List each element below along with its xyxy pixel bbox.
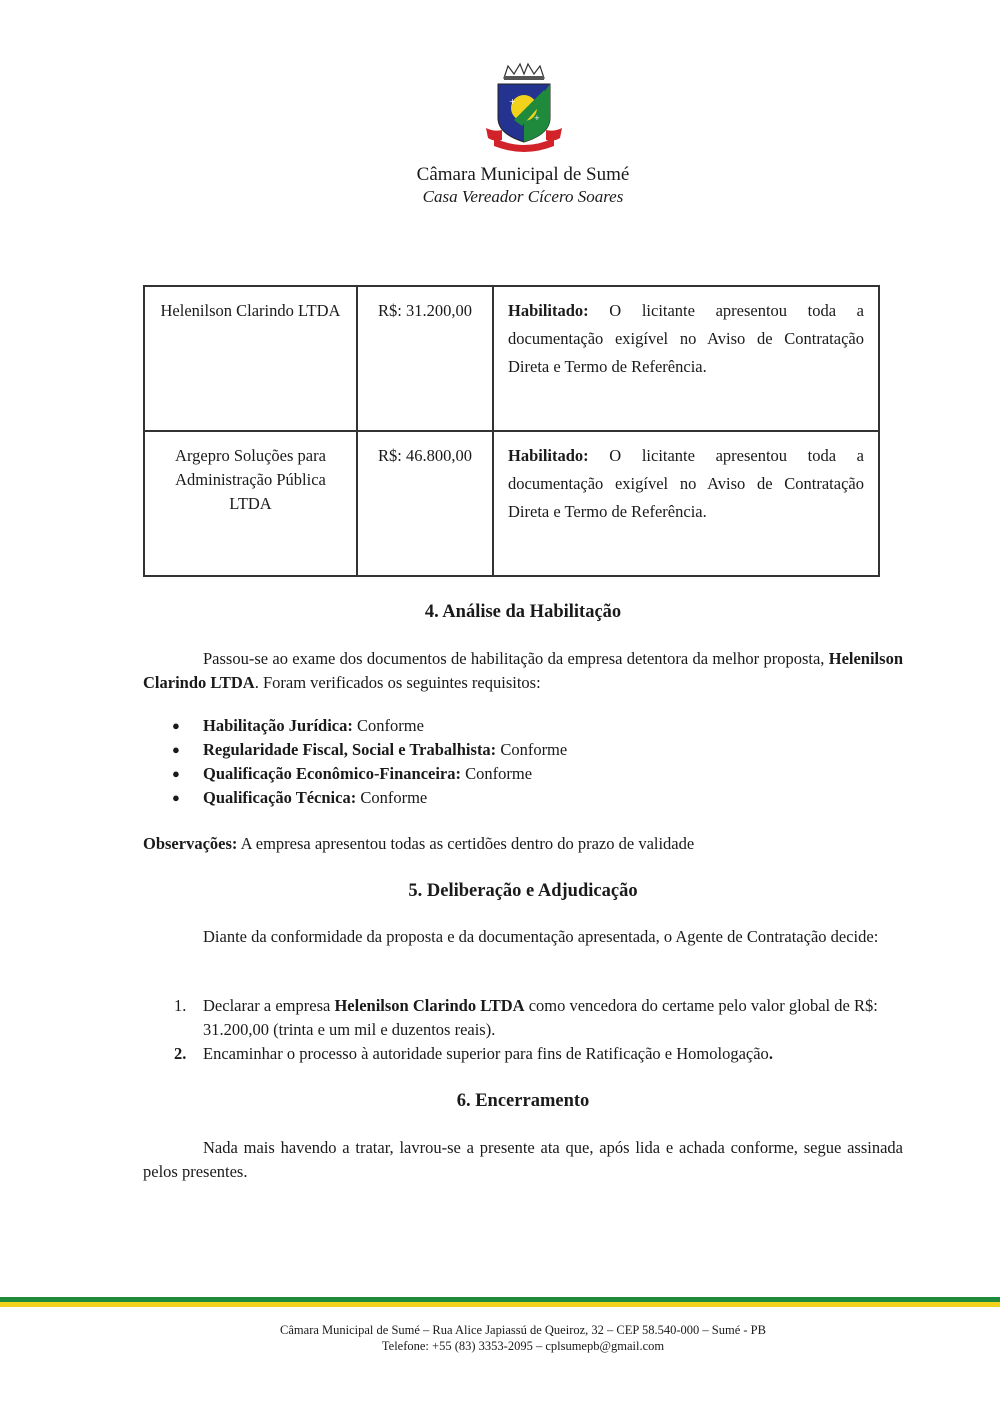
item-company: Helenilson Clarindo LTDA [334,996,525,1015]
status-label: Habilitado: [508,301,589,320]
coat-of-arms-icon [484,60,564,154]
section-5-intro: Diante da conformidade da proposta e da documentação apresentada, o Agente de Contratação decide: [203,927,879,946]
requirement-label: Regularidade Fiscal, Social e Trabalhista: [203,740,497,759]
list-item [143,738,567,762]
section-6-title: 6. Encerramento [456,1091,590,1111]
requirement-value: Conforme [465,764,533,783]
table-row [144,431,879,576]
item-number: 2. [174,1044,187,1063]
status-label: Habilitado: [508,446,589,465]
item-number: 1. [174,996,187,1015]
observations-label: Observações: [143,834,238,853]
status-cell [493,431,879,576]
list-item [143,762,567,786]
requirement-label: Qualificação Técnica: [203,788,357,807]
requirement-label: Habilitação Jurídica: [203,716,353,735]
svg-text:+: + [509,97,516,106]
company-cell: Argepro Soluções para Administração Pública LTDA [144,431,357,576]
list-item [143,1042,903,1066]
list-item [143,994,903,1042]
item-text-end: como vencedora do certame pelo valor global de R$: 31.200,00 (trinta e um mil e duzentos reais). [203,996,878,1039]
value-cell: R$: 46.800,00 [357,431,493,576]
status-cell [493,286,879,431]
intro-company: Helenilson Clarindo LTDA [143,649,903,692]
footer-address: Câmara Municipal de Sumé – Rua Alice Japiassú de Queiroz, 32 – CEP 58.540-000 – Sumé - PB [280,1323,766,1337]
item-text: Declarar a empresa [203,996,335,1015]
footer-stripe-yellow [0,1302,1000,1307]
requirement-value: Conforme [357,716,424,735]
table-row [144,286,879,431]
footer-contact: Telefone: +55 (83) 3353-2095 – cplsumepb@gmail.com [381,1339,665,1353]
section-5-title: 5. Deliberação e Adjudicação [408,881,638,901]
requirement-label: Qualificação Econômico-Financeira: [203,764,461,783]
value-cell: R$: 31.200,00 [357,286,493,431]
observations [143,832,903,856]
intro-text-end: . Foram verificados os seguintes requisitos: [254,673,541,692]
bids-table [143,285,880,577]
observations-text: A empresa apresentou todas as certidões dentro do prazo de validade [240,834,695,853]
org-subtitle: Casa Vereador Cícero Soares [422,187,624,206]
requirements-list [143,714,567,810]
list-item [143,714,567,738]
item-text: Encaminhar o processo à autoridade superior para fins de Ratificação e Homologação [203,1044,769,1063]
section-6-text: Nada mais havendo a tratar, lavrou-se a presente ata que, após lida e achada conforme, segue assinada pelos presentes. [143,1138,903,1181]
decision-list [143,994,903,1066]
list-item [143,786,567,810]
org-name: Câmara Municipal de Sumé [416,164,630,185]
intro-text: Passou-se ao exame dos documentos de habilitação da empresa detentora da melhor proposta, [203,649,829,668]
company-cell: Helenilson Clarindo LTDA [144,286,357,431]
status-text: O licitante apresentou toda a documentação exigível no Aviso de Contratação Direta e Termo de Referência. [508,301,864,376]
requirement-value: Conforme [500,740,568,759]
requirement-value: Conforme [360,788,428,807]
section-4-intro [143,647,903,695]
status-text: O licitante apresentou toda a documentação exigível no Aviso de Contratação Direta e Termo de Referência. [508,446,864,521]
section-4-title: 4. Análise da Habilitação [424,602,622,622]
item-text-end: . [768,1044,773,1063]
svg-text:+: + [534,114,540,122]
